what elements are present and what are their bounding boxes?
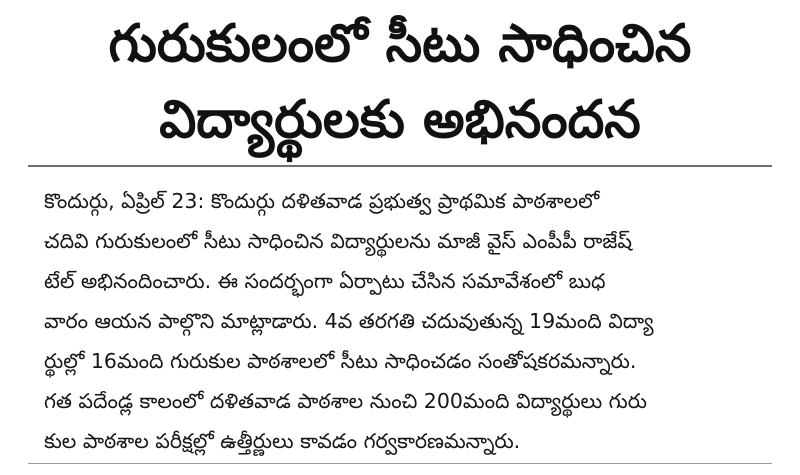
body-line-1: కొందుర్గు, ఏప్రిల్ 23: కొందుర్గు దళితవాడ ప్రభుత్వ ప్రాథమిక పాఠశాలలో (44, 189, 600, 213)
headline-divider (28, 165, 772, 167)
body-line-6: గత పదేండ్ల కాలంలో దళితవాడ పాఠశాల నుంచి 200మంది విద్యార్థులు గురు (44, 389, 647, 413)
body-line-7: కుల పాఠశాల పరీక్షల్లో ఉత్తీర్ణులు కావడం గర్వకారణమన్నారు. (44, 429, 521, 453)
footer-divider (28, 463, 772, 464)
body-line-3: టేల్ అభినందించారు. ఈ సందర్భంగా ఏర్పాటు చేసిన సమావేశంలో బుధ (44, 269, 606, 293)
headline-line-1: గురుకులంలో సీటు సాధించిన (108, 14, 692, 74)
headline-line-2: విద్యార్థులకు అభినందన (159, 90, 641, 150)
body-line-4: వారం ఆయన పాల్గొని మాట్లాడారు. 4వ తరగతి చదువుతున్న 19మంది విద్యా (44, 309, 654, 333)
body-line-5: ర్థుల్లో 16మంది గురుకుల పాఠశాలలో సీటు సాధించడం సంతోషకరమన్నారు. (44, 349, 637, 373)
body-line-2: చదివి గురుకులంలో సీటు సాధించిన విద్యార్థులను మాజీ వైస్ ఎంపీపీ రాజేష్ (44, 229, 632, 253)
article-body (44, 181, 784, 461)
